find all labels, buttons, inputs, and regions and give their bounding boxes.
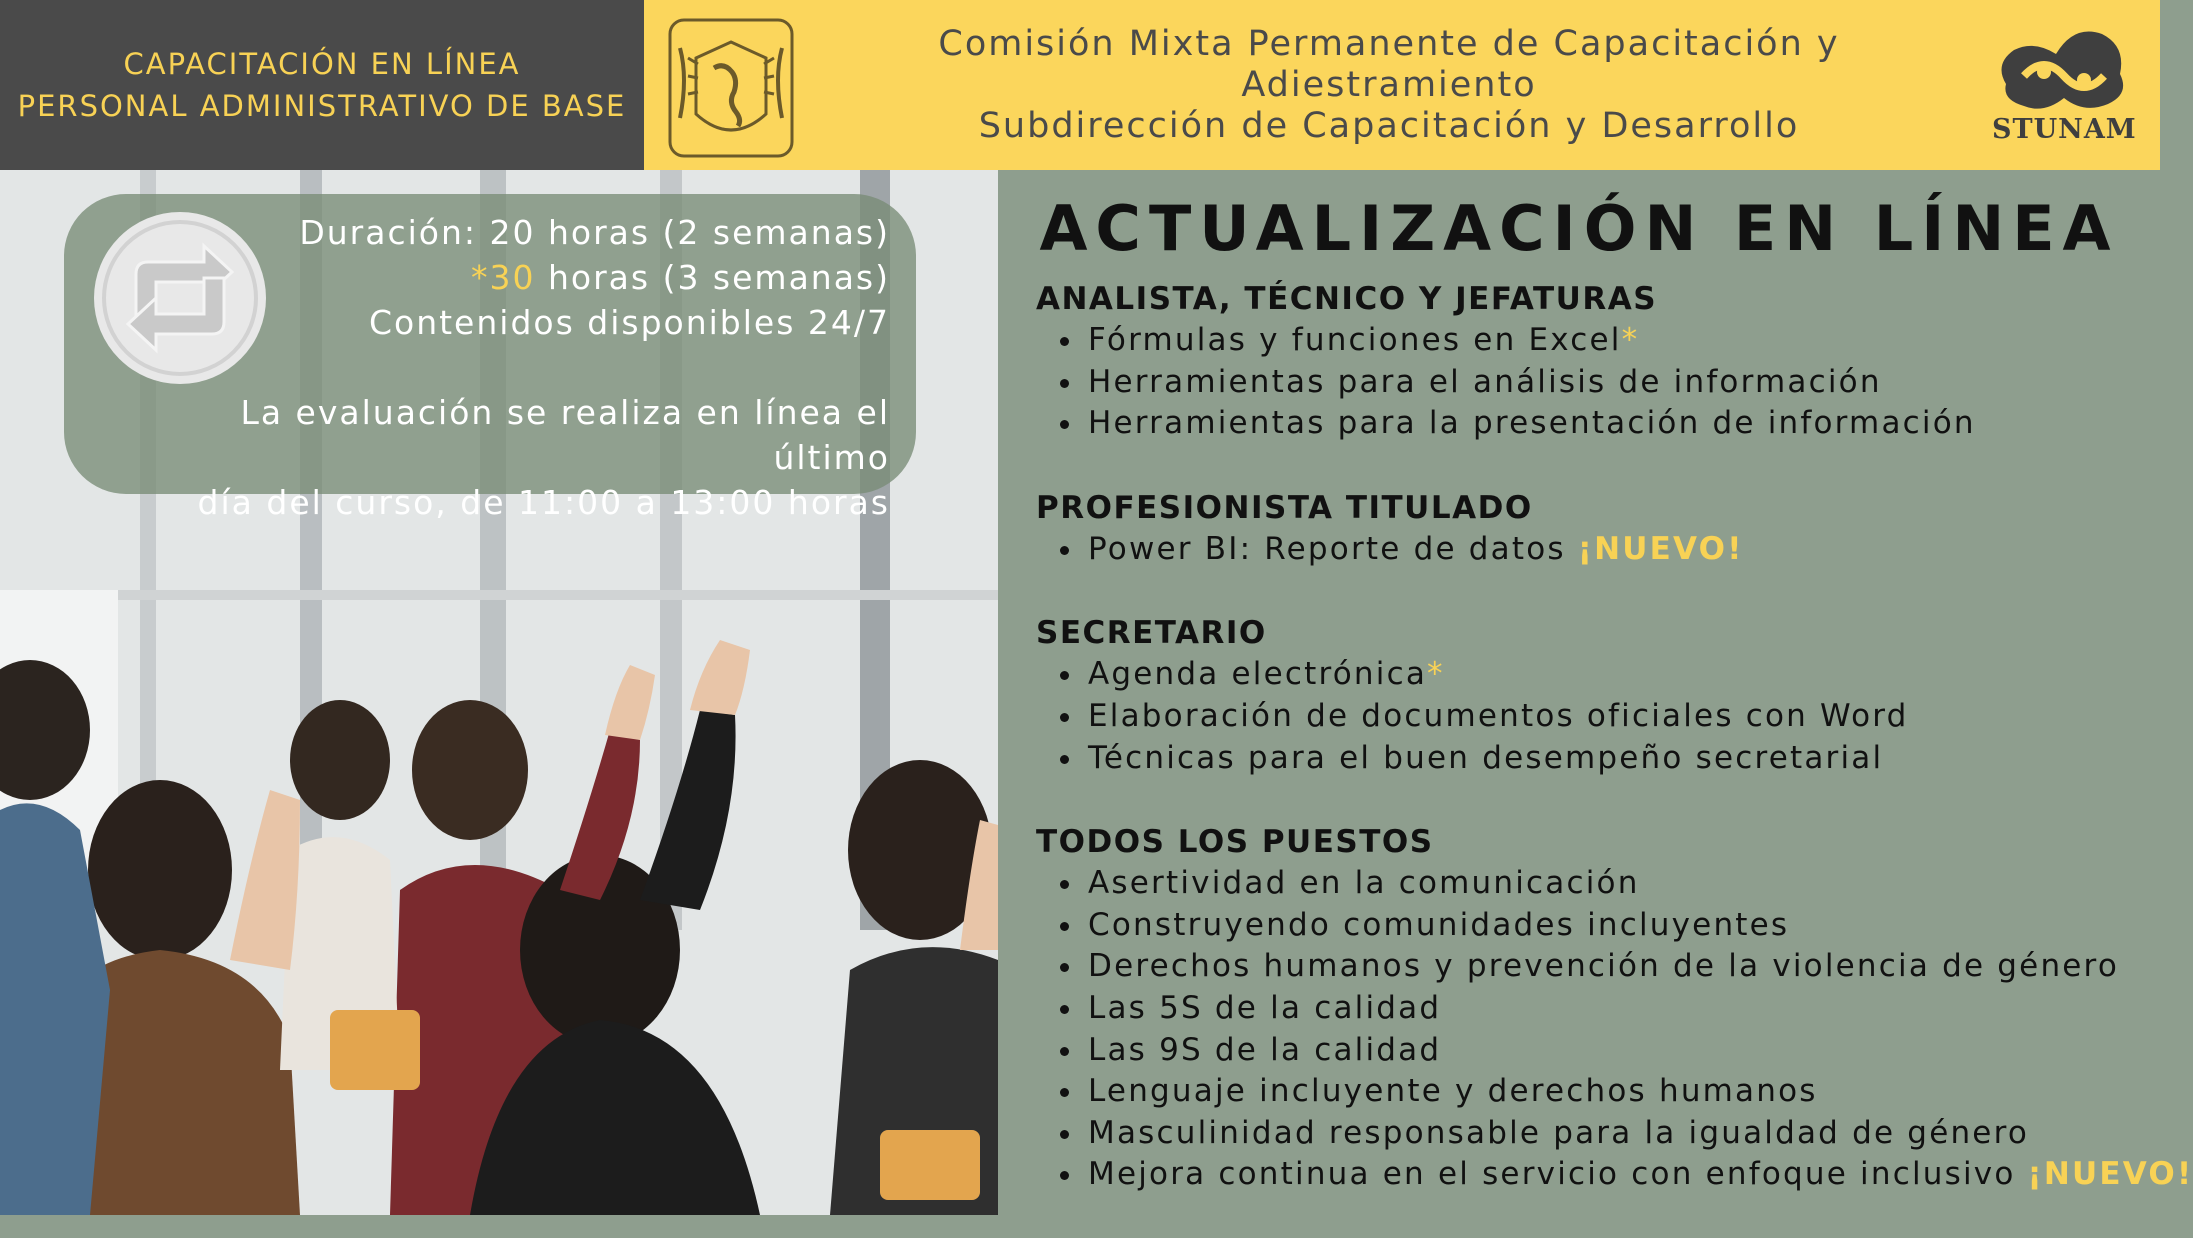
course-item	[1036, 863, 2146, 905]
course-list	[1036, 654, 2146, 779]
course-item	[1036, 696, 2146, 738]
course-item	[1036, 1113, 2146, 1155]
alt-duration-star: *	[471, 258, 490, 297]
course-sections	[1036, 278, 2193, 1238]
course-item	[1036, 1154, 2193, 1196]
section-title: TODOS LOS PUESTOS	[1036, 824, 1434, 861]
course-item-label: Derechos humanos y prevención de la violencia de género	[1088, 948, 2119, 985]
evaluation-line1: La evaluación se realiza en línea el último	[240, 393, 890, 477]
course-item-label: Elaboración de documentos oficiales con Word	[1088, 697, 1909, 734]
course-item	[1036, 529, 2146, 571]
alt-duration-rest: horas (3 semanas)	[535, 258, 890, 297]
course-list	[1036, 320, 2146, 445]
course-list	[1036, 863, 2193, 1196]
course-section	[1036, 278, 2146, 445]
course-item	[1036, 905, 2146, 947]
course-item-label: Agenda electrónica	[1088, 656, 1428, 693]
alt-duration-text	[130, 255, 890, 300]
course-item-label: Las 5S de la calidad	[1088, 989, 1442, 1026]
course-item-label: Asertividad en la comunicación	[1088, 865, 1640, 902]
alt-duration-number: 30	[489, 258, 536, 297]
course-section	[1036, 821, 2193, 1196]
course-item	[1036, 1071, 2146, 1113]
courses-panel	[998, 170, 2193, 1215]
new-badge: ¡NUEVO!	[2027, 1156, 2193, 1193]
course-item-label: Técnicas para el buen desempeño secretarial	[1088, 739, 1884, 776]
course-extended-star: *	[1427, 656, 1445, 693]
course-section	[1036, 487, 2146, 571]
course-item-label: Construyendo comunidades incluyentes	[1088, 906, 1790, 943]
course-item-label: Lenguaje incluyente y derechos humanos	[1088, 1073, 1818, 1110]
course-item-label: Herramientas para la presentación de información	[1088, 405, 1976, 442]
course-item-label: Fórmulas y funciones en Excel	[1088, 322, 1622, 358]
course-item	[1036, 403, 2146, 445]
panel-title: ACTUALIZACIÓN EN LÍNEA	[1039, 192, 2119, 265]
duration-text: Duración: 20 horas (2 semanas)	[299, 213, 890, 252]
evaluation-line2: día del curso, de 11:00 a 13:00 horas	[197, 483, 890, 522]
header-institution-banner	[644, 0, 2160, 170]
new-badge: ¡NUEVO!	[1577, 530, 1744, 567]
course-list	[1036, 529, 2146, 571]
header-program-line1: CAPACITACIÓN EN LÍNEA	[123, 47, 521, 81]
header-subdirection-title: Subdirección de Capacitación y Desarrollo	[978, 105, 1800, 146]
unam-seal-icon	[668, 18, 794, 158]
header-program-line2: PERSONAL ADMINISTRATIVO DE BASE	[17, 89, 627, 123]
course-extended-star: *	[1621, 322, 1640, 358]
availability-text: Contenidos disponibles 24/7	[368, 303, 890, 342]
course-item-label: Mejora continua en el servicio con enfoque inclusivo	[1088, 1156, 2028, 1193]
course-item	[1036, 988, 2146, 1030]
course-item	[1036, 738, 2146, 780]
course-item	[1036, 654, 2146, 696]
section-title: PROFESIONISTA TITULADO	[1036, 489, 1533, 526]
course-info-text	[130, 210, 890, 525]
header-commission-title: Comisión Mixta Permanente de Capacitación y Adiestramiento	[938, 23, 1840, 105]
stunam-label: STUNAM	[1992, 114, 2137, 145]
section-title: SECRETARIO	[1036, 615, 1267, 652]
course-item-label: Herramientas para el análisis de información	[1088, 363, 1882, 400]
course-item-label: Las 9S de la calidad	[1088, 1031, 1442, 1068]
course-item	[1036, 362, 2146, 404]
header-program-banner	[0, 0, 644, 170]
course-item-label: Masculinidad responsable para la igualdad de género	[1088, 1114, 2030, 1151]
section-title: ANALISTA, TÉCNICO Y JEFATURAS	[1036, 281, 1658, 317]
header-institution-text	[804, 0, 1974, 170]
course-item	[1036, 946, 2146, 988]
course-item	[1036, 1030, 2146, 1072]
course-item-label: Power BI: Reporte de datos	[1088, 530, 1578, 567]
course-section	[1036, 612, 2146, 779]
course-item	[1036, 320, 2146, 362]
